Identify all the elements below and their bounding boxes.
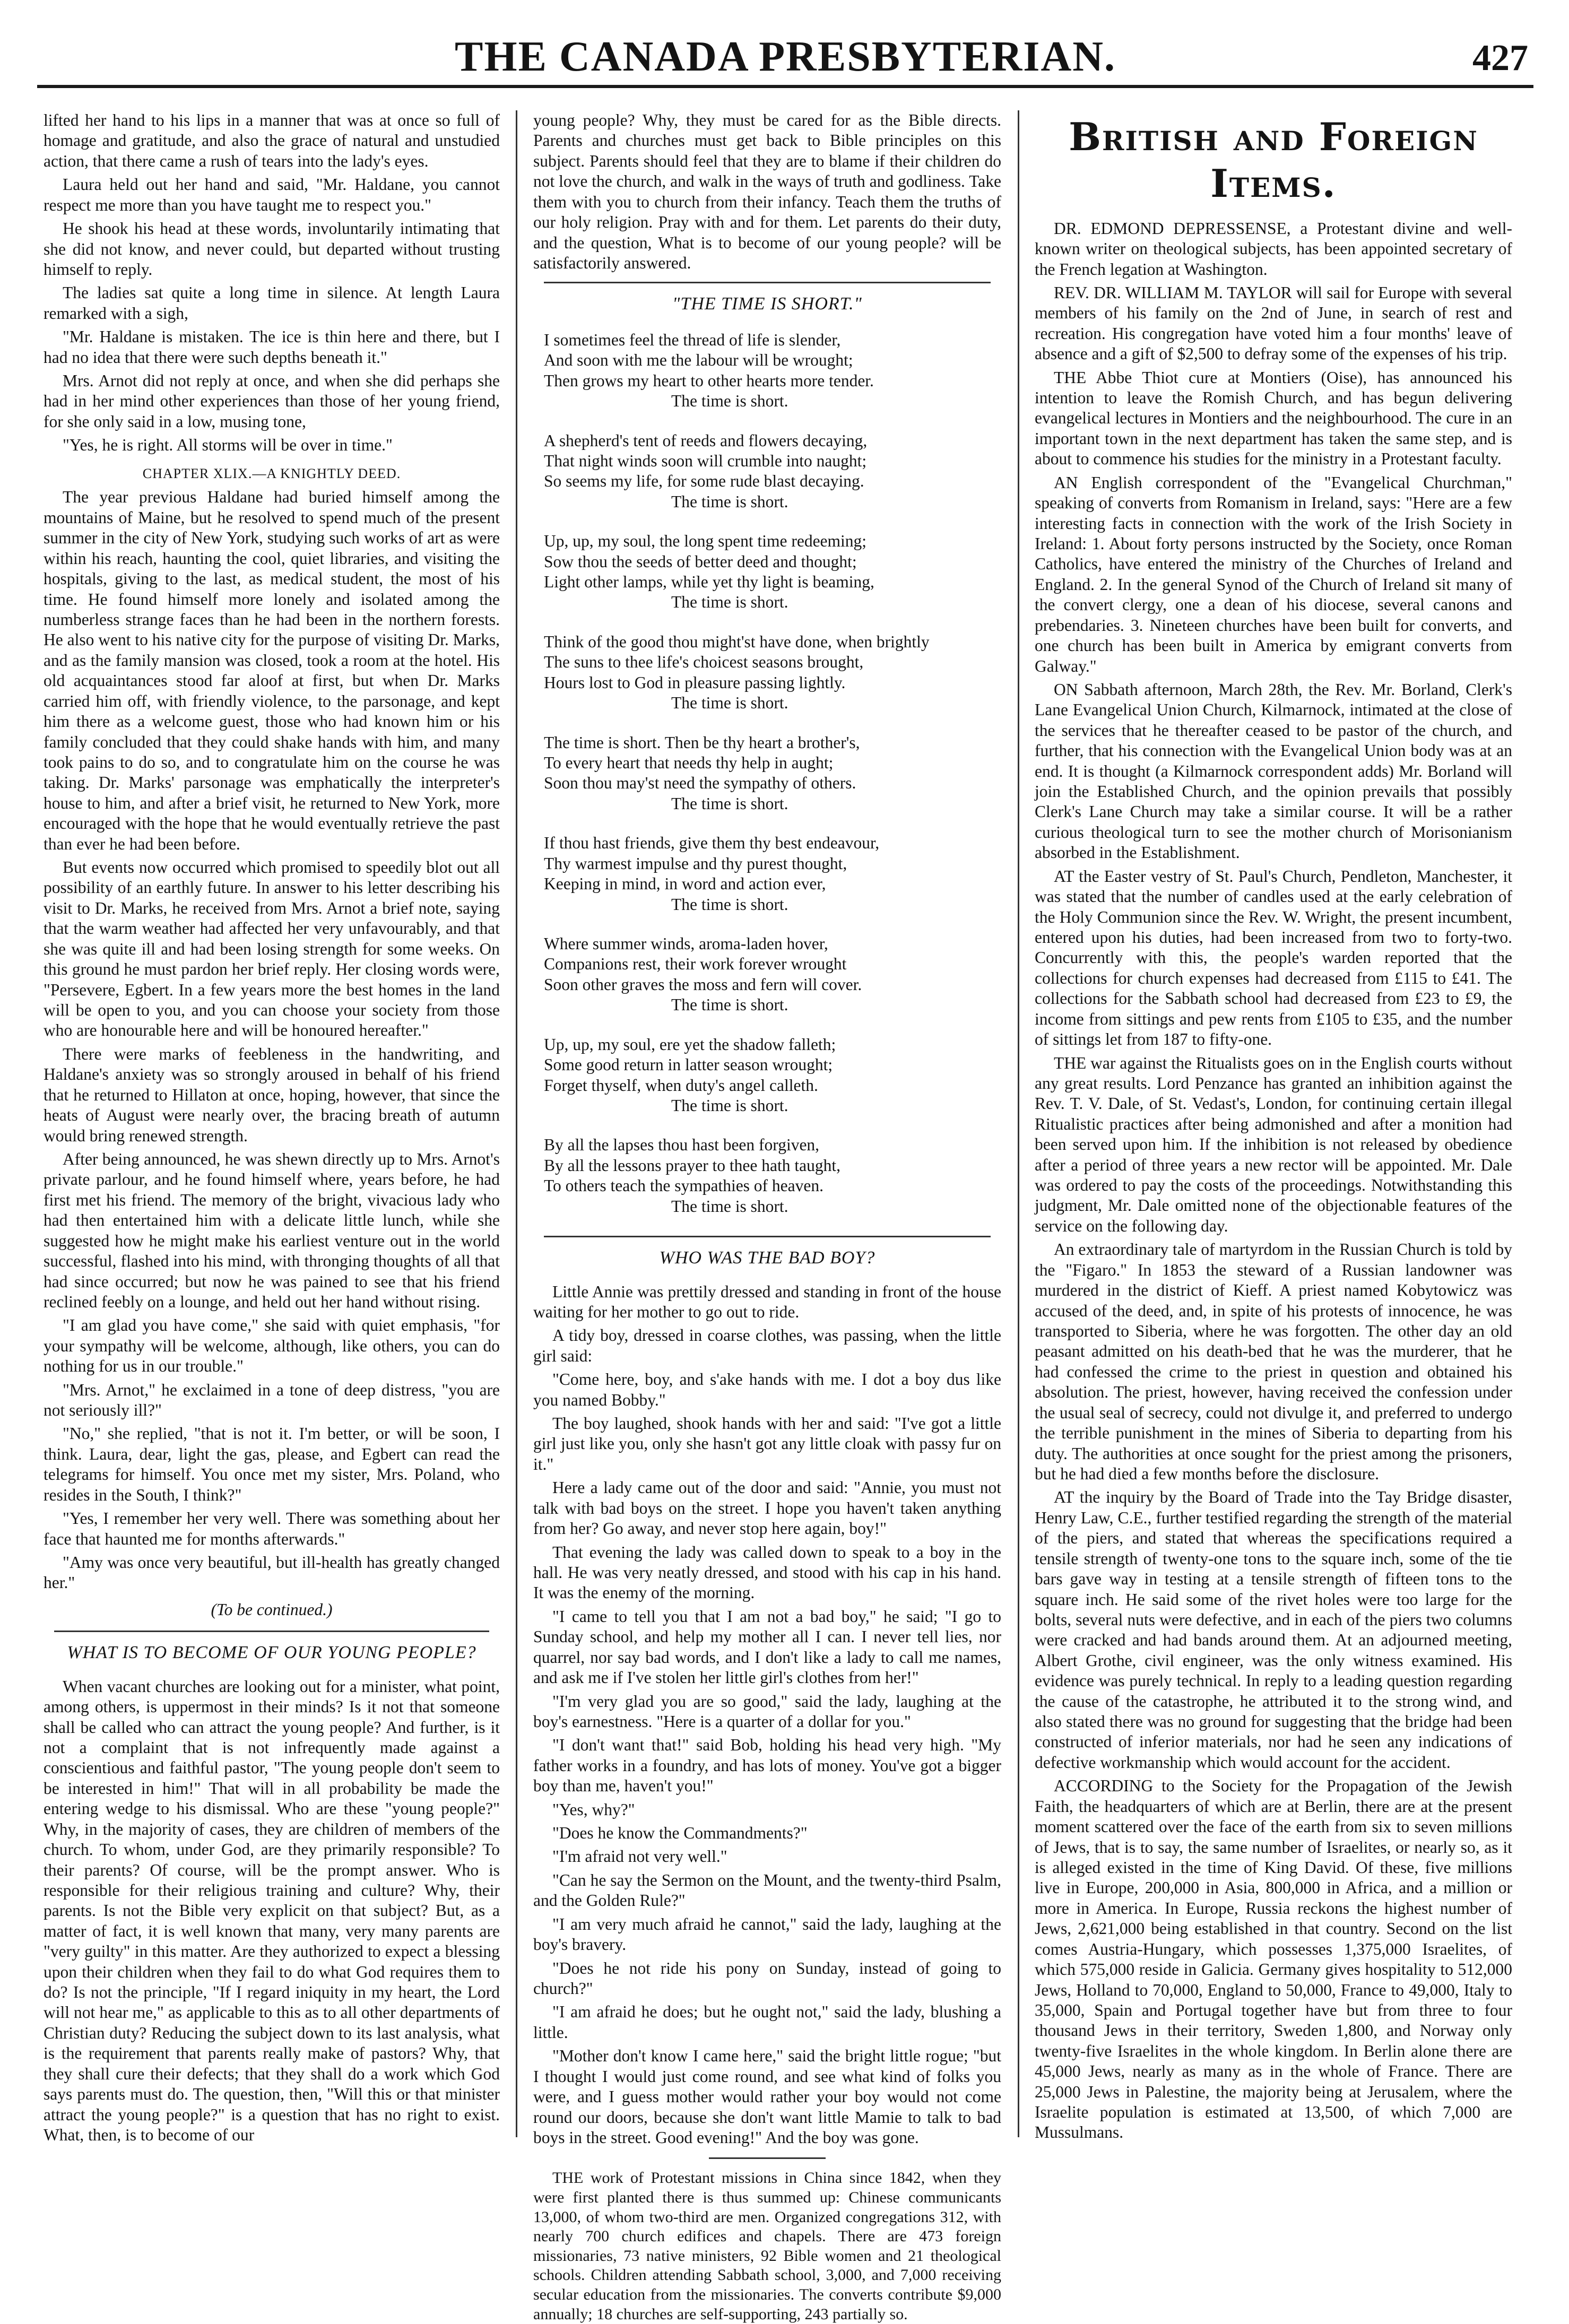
section-divider	[544, 282, 991, 283]
story-paragraph: "Amy was once very beautiful, but ill-health has greatly changed her."	[44, 1553, 500, 1592]
masthead	[37, 16, 1533, 88]
poem-refrain: The time is short.	[671, 794, 788, 813]
news-item: ON Sabbath afternoon, March 28th, the Rev. Mr. Borland, Clerk's Lane Evangelical Union Church, Kilmarnock, intimated at the close of the services that he thereafter ceased to be pastor of the church, and further, that his connection with the Evangelical Union body was at an end. It is thought (a Kilmarnock correspondent adds) Mr. Borland will join the Established Church, and the opinion prevails that possibly Clerk's Lane Church may take a similar course. It will be a rather curious theological turn to see the mother church of Morisonianism absorbed in the Establishment.	[1035, 680, 1512, 862]
poem-line: So seems my life, for some rude blast decaying.	[544, 472, 864, 491]
poem-line: If thou hast friends, give them thy best endeavour,	[544, 834, 880, 853]
poem-line: Some good return in latter season wrought;	[544, 1055, 833, 1074]
poem-line: Light other lamps, while yet thy light is beaming,	[544, 573, 874, 592]
poem	[533, 330, 1001, 1217]
news-item: THE work of Protestant missions in China since 1842, when they were first planted there is thus summed up: Chinese communicants 13,000, of whom two-third are men. Organized congregations 312, with nearly 700 church edifices and chapels. There are 473 foreign missionaries, 73 native ministers, 92 Bible women and 21 theological schools. Children attending Sabbath school, 3,000, and 7,000 receiving secular education from the missionaries. The converts contribute $9,000 annually; 18 churches are self-supporting, 243 partially so.	[533, 2169, 1001, 2323]
poem-line: The time is short. Then be thy heart a brother's,	[544, 733, 860, 752]
article-paragraph: young people? Why, they must be cared for as the Bible directs. Parents and churches must get back to Bible principles on this subject. Parents should feel that they are to blame if their children do not love the church, and walk in the ways of truth and godliness. Take them with you to church from their infancy. Teach them the truths of our holy religion. Pray with and for them. Let parents do their duty, and the question, What is to become of our young people? will be satisfactorily answered.	[533, 111, 1001, 272]
poem-refrain: The time is short.	[671, 693, 788, 713]
poem-line: Companions rest, their work forever wrought	[544, 955, 847, 974]
story-paragraph: "Can he say the Sermon on the Mount, and the twenty-third Psalm, and the Golden Rule?"	[533, 1870, 1001, 1910]
poem-line: To others teach the sympathies of heaven.	[544, 1176, 823, 1195]
story-paragraph: "Yes, he is right. All storms will be over in time."	[63, 436, 393, 455]
story-paragraph: A tidy boy, dressed in coarse clothes, was passing, when the little girl said:	[533, 1326, 1001, 1365]
section-divider	[54, 1631, 489, 1632]
story-paragraph: "I am very much afraid he cannot," said the lady, laughing at the boy's bravery.	[533, 1914, 1001, 1954]
poem-line: Up, up, my soul, ere yet the shadow falleth;	[544, 1035, 836, 1054]
story-paragraph: That evening the lady was called down to speak to a boy in the hall. He was very neatly dressed, and stood with his cap in his hand. It was the enemy of the morning.	[533, 1542, 1001, 1602]
story-paragraph: Here a lady came out of the door and said: "Annie, you must not talk with bad boys on the street. I hope you haven't taken anything from her? Go away, and never stop here again, boy!"	[533, 1478, 1001, 1538]
story-paragraph: "Mr. Haldane is mistaken. The ice is thin here and there, but I had no idea that there were such depths beneath it."	[44, 327, 500, 367]
poem-stanza	[544, 330, 1001, 412]
poem-stanza	[544, 1135, 1001, 1217]
story-paragraph: "I'm afraid not very well."	[552, 1847, 727, 1866]
poem-line: Up, up, my soul, the long spent time redeeming;	[544, 532, 867, 551]
poem-line: Sow thou the seeds of better deed and thought;	[544, 552, 857, 571]
poem-stanza	[544, 934, 1001, 1016]
story-paragraph: Laura held out her hand and said, "Mr. Haldane, you cannot respect me more than you have taught me to respect you."	[44, 175, 500, 214]
poem-stanza	[544, 733, 1001, 814]
story-paragraph: "Mrs. Arnot," he exclaimed in a tone of deep distress, "you are not seriously ill?"	[44, 1380, 500, 1420]
story-paragraph: But events now occurred which promised to speedily blot out all possibility of an earthly future. In answer to his letter describing his visit to Dr. Marks, he received from Mrs. Arnot a brief note, saying that the warm weather had affected her very unfavourably, and that she was quite ill and had been losing strength for some weeks. On this ground he must pardon her brief reply. Her closing words were, "Persevere, Egbert. In a few years more the best homes in the land will be open to you, and you can choose your society from those who are honourable here and will be honoured hereafter."	[44, 858, 500, 1040]
news-item: DR. EDMOND DEPRESSENSE, a Protestant divine and well-known writer on theological subjects, has been appointed secretary of the French legation at Washington.	[1035, 219, 1512, 279]
story-paragraph: "I came to tell you that I am not a bad boy," he said; "I go to Sunday school, and help my mother all I can. I never tell lies, nor quarrel, nor say bad words, and I don't like a lady to call me names, and ask me if I've stolen her little girl's clothes from her!"	[533, 1607, 1001, 1687]
section-divider	[709, 2157, 826, 2159]
column-1	[44, 110, 500, 2148]
poem-stanza	[544, 531, 1001, 613]
story-paragraph: "Yes, why?"	[552, 1800, 635, 1819]
story-paragraph: The boy laughed, shook hands with her and said: "I've got a little girl just like you, only she hasn't got any little cloak with passy fur on it."	[533, 1414, 1001, 1473]
news-item: AT the inquiry by the Board of Trade into the Tay Bridge disaster, Henry Law, C.E., further testified regarding the strength of the material of the piers, and stated that whereas the specifications required a tensile strength of twenty-one tons to the square inch, some of the tie bars gave way in testing at a tensile strength of fifteen tons to the square inch. He said some of the rivet holes were too large for the bolts, several nuts were defective, and in each of the piers two columns were cracked and had bands around them. At an adjourned meeting, Albert Grothe, civil engineer, was the only witness examined. His evidence was purely technical. In reply to a leading question regarding the cause of the catastrophe, he attributed it to the strong wind, and also stated there was no ground for suggesting that the bridge had been constructed of inferior materials, nor had he seen any indications of defective workmanship which would account for the accident.	[1035, 1488, 1512, 1772]
article-paragraph: When vacant churches are looking out for a minister, what point, among others, is uppermost in their minds? Is it not that someone shall be called who can attract the young people? And further, is it not a complaint that is not infrequently made against a conscientious and faithful pastor, "The young people don't seem to be interested in him!" That will in all probability be made the entering wedge to his dismissal. Who are these "young people?" Why, in the majority of cases, they are children of members of the church. To whom, under God, are they primarily responsible? To their parents? Of course, will be the prompt answer. Who is responsible for their religious training and culture? Why, their parents. Is not the Bible very explicit on that subject? But, as a matter of fact, it is well known that many, very many parents are "very guilty" in this matter. Are they authorized to expect a blessing upon their children when they fail to do what God requires them to do? Is not the principle, "If I regard iniquity in my heart, the Lord will not hear me," as applicable to this as to all other departments of Christian duty? Reducing the subject down to its last analysis, what is the requirement that parents really make of pastors? Why, that they shall cure their defects; that they shall do a work which God says parents must do. The question, then, "Will this or that minister attract the young people?" is a question that has no right to exist. What, then, is to become of our	[44, 1677, 500, 2144]
column-3	[1035, 110, 1512, 2148]
poem-line: Where summer winds, aroma-laden hover,	[544, 934, 828, 953]
story-paragraph: "I'm very glad you are so good," said the lady, laughing at the boy's earnestness. "Here is a quarter of a dollar for you."	[533, 1692, 1001, 1731]
story-paragraph: lifted her hand to his lips in a manner that was at once so full of homage and gratitude, and also the grace of natural and unstudied action, that there came a rush of tears into the lady's eyes.	[44, 111, 500, 170]
poem-refrain: The time is short.	[671, 1196, 788, 1216]
poem-line: Hours lost to God in pleasure passing lightly.	[544, 673, 846, 692]
poem-refrain: The time is short.	[671, 492, 788, 511]
story-paragraph: "No," she replied, "that is not it. I'm better, or will be soon, I think. Laura, dear, light the gas, please, and Egbert can read the telegrams for himself. You once met my sister, Mrs. Poland, who resides in the South, I think?"	[44, 1424, 500, 1504]
poem-line: Then grows my heart to other hearts more tender.	[544, 371, 874, 390]
poem-line: Thy warmest impulse and thy purest thought,	[544, 854, 847, 873]
poem-refrain: The time is short.	[671, 392, 788, 411]
section-divider	[544, 1236, 991, 1237]
news-item: THE war against the Ritualists goes on in the English courts without any great results. Lord Penzance has granted an inhibition against the Rev. T. V. Dale, of St. Vedast's, London, for continuing certain illegal Ritualistic practices after being admonished and after a monition had been served upon him. If the inhibition is not released by obedience after a period of three years a new rector will be appointed. Mr. Dale was ordered to pay the costs of the proceedings. Notwithstanding this judgment, Mr. Dale omitted none of the objectionable features of the service on the following day.	[1035, 1053, 1512, 1235]
poem-refrain: The time is short.	[671, 895, 788, 914]
story-paragraph: After being announced, he was shewn directly up to Mrs. Arnot's private parlour, and he found himself where, years before, he had first met his friend. The memory of the bright, vivacious lady who had then entertained him with a delicate little lunch, while she suggested how he might make his earliest venture out in the world successful, flashed into his mind, with thronging thoughts of all that had since occurred; but now he was pained to see that his friend reclined feebly on a lounge, and held out her hand without rising.	[44, 1149, 500, 1311]
poem-refrain: The time is short.	[671, 1096, 788, 1115]
poem-line: By all the lessons prayer to thee hath taught,	[544, 1156, 840, 1175]
poem-line: I sometimes feel the thread of life is slender,	[544, 330, 841, 349]
news-item: AT the Easter vestry of St. Paul's Church, Pendleton, Manchester, it was stated that the number of candles used at the early celebration of the Holy Communion since the Rev. W. Wright, the present incumbent, entered upon his duties, had been increased from two to forty-two. Concurrently with this, the people's warden reported that the collections for church expenses had decreased from £115 to £41. The collections for the Sabbath school had decreased from £23 to £9, the income from sittings and pew rents from £105 to £35, and the number of sittings let from 187 to fifty-one.	[1035, 866, 1512, 1049]
chapter-heading: CHAPTER XLIX.—A KNIGHTLY DEED.	[142, 465, 401, 481]
story-paragraph: There were marks of feebleness in the handwriting, and Haldane's anxiety was so strongly aroused in behalf of his friend that he returned to Hillaton at once, hoping, however, that since the heats of August were nearly over, the bracing breath of autumn would bring renewed strength.	[44, 1044, 500, 1145]
poem-refrain: The time is short.	[671, 995, 788, 1014]
poem-line: To every heart that needs thy help in aught;	[544, 753, 834, 773]
story-paragraph: The ladies sat quite a long time in silence. At length Laura remarked with a sigh,	[44, 283, 500, 323]
to-be-continued: (To be continued.)	[211, 1600, 333, 1619]
poem-line: Think of the good thou might'st have done, when brightly	[544, 632, 930, 651]
poem-line: That night winds soon will crumble into naught;	[544, 451, 867, 470]
section-heading: British and Foreign Items.	[1069, 114, 1478, 206]
news-item: AN English correspondent of the "Evangelical Churchman," speaking of converts from Romanism in Ireland, says: "Here are a few interesting facts in connection with the work of the Irish Society in Ireland: 1. About forty persons instructed by the Society, once Roman Catholics, have entered the ministry of the Churches of Ireland and England. 2. In the general Synod of the Church of Ireland sit many of the convert clergy, one a dean of his diocese, several canons and prebendaries. 3. Nineteen churches have been built for converts, and one church has been built in America by emigrant converts from Galway."	[1035, 473, 1512, 675]
story-title: WHO WAS THE BAD BOY?	[659, 1248, 875, 1268]
poem-line: Soon other graves the moss and fern will cover.	[544, 975, 862, 994]
column-rule-left	[516, 110, 517, 2137]
poem-line: By all the lapses thou hast been forgiven,	[544, 1135, 820, 1155]
story-paragraph: "Come here, boy, and s'ake hands with me. I dot a boy dus like you named Bobby."	[533, 1370, 1001, 1409]
story-paragraph: "I am afraid he does; but he ought not," said the lady, blushing a little.	[533, 2002, 1001, 2042]
poem-refrain: The time is short.	[671, 593, 788, 612]
poem-stanza	[544, 632, 1001, 714]
story-paragraph: The year previous Haldane had buried himself among the mountains of Maine, but he resolved to spend much of the present summer in the city of New York, studying such works of art as were within his reach, haunting the cool, quiet libraries, and visiting the hospitals, giving to the last, as medical student, the most of his time. He found himself more lonely and isolated among the numberless strange faces than he had been in the northern forests. He also went to his native city for the purpose of visiting Dr. Marks, and as the family mansion was closed, took a room at the hotel. His old acquaintances stood far aloof at first, but when Dr. Marks carried him off, with friendly violence, to the parsonage, and kept him there as a welcome guest, those who had known him or his family concluded that they could shake hands with him, and many took pains to do so, and to congratulate him on the course he was taking. Dr. Marks' parsonage was emphatically the interpreter's house to him, and after a brief visit, he returned to New York, more encouraged with the hope that he would eventually retrieve the past than ever he had been before.	[44, 488, 500, 853]
poem-line: And soon with me the labour will be wrought;	[544, 351, 853, 370]
story-paragraph: Mrs. Arnot did not reply at once, and when she did perhaps she had in her mind other experiences than those of her young friend, for she only said in a low, musing tone,	[44, 371, 500, 431]
story-paragraph: "Mother don't know I came here," said the bright little rogue; "but I thought I would just come round, and see what kind of folks you were, and I guess mother would rather your boy would not come round our doors, because she don't want little Mamie to talk to bad boys in the street. Good evening!" And the boy was gone.	[533, 2046, 1001, 2147]
story-paragraph: "I am glad you have come," she said with quiet emphasis, "for your sympathy will be welcome, although, like others, you can do nothing for us in our trouble."	[44, 1316, 500, 1376]
story-paragraph: He shook his head at these words, involuntarily intimating that she did not know, and never could, but departed without trusting himself to reply.	[44, 219, 500, 279]
poem-line: Keeping in mind, in word and action ever,	[544, 874, 826, 894]
article-title: WHAT IS TO BECOME OF OUR YOUNG PEOPLE?	[67, 1643, 476, 1663]
news-item: ACCORDING to the Society for the Propagation of the Jewish Faith, the headquarters of which are at Berlin, there are at the present moment scattered over the face of the earth from six to seven millions of Jews, that is to say, the same number of Israelites, or nearly so, as it is alleged existed in the time of King David. Of these, five millions live in Europe, 200,000 in Asia, 800,000 in Africa, and a million or more in America. In Europe, Russia reckons the highest number of Jews, 2,621,000 being established in that country. Second on the list comes Austria-Hungary, which possesses 1,375,000 Israelites, of which 575,000 reside in Galicia. Germany gives hospitality to 512,000 Jews, Holland to 70,000, England to 50,000, France to 49,000, Italy to 35,000, Spain and Portugal together have but from three to four thousand Jews in their territory, Sweden 1,800, and Norway only twenty-five Israelites in the whole kingdom. In Berlin alone there are 45,000 Jews, nearly as many as in the whole of France. There are 25,000 Jews in Palestine, the majority being at Jerusalem, where the Israelite population is estimated at 13,500, of which 7,000 are Mussulmans.	[1035, 1776, 1512, 2142]
story-paragraph: "Yes, I remember her very well. There was something about her face that haunted me for months afterwards."	[44, 1509, 500, 1548]
poem-line: The suns to thee life's choicest seasons brought,	[544, 653, 864, 672]
news-item: THE Abbe Thiot cure at Montiers (Oise), has announced his intention to leave the Romish Church, and has begun delivering evangelical lectures in Montiers and the neighbourhood. The cure in an important town in the next department has taken the same step, and is about to commence his studies for the ministry in a Protestant faculty.	[1035, 368, 1512, 469]
news-item: REV. DR. WILLIAM M. TAYLOR will sail for Europe with several members of his family on the 2nd of June, in search of rest and recreation. His congregation have voted him a four months' leave of absence and a gift of $2,500 to defray some of the expenses of his trip.	[1035, 283, 1512, 363]
poem-line: Soon thou may'st need the sympathy of others.	[544, 774, 856, 793]
story-paragraph: Little Annie was prettily dressed and standing in front of the house waiting for her mother to go out to ride.	[533, 1282, 1001, 1321]
story-paragraph: "I don't want that!" said Bob, holding his head very high. "My father works in a foundry, and has lots of money. You've got a bigger boy than me, haven't you!"	[533, 1736, 1001, 1796]
column-2	[533, 110, 1001, 2323]
story-paragraph: "Does he not ride his pony on Sunday, instead of going to church?"	[533, 1958, 1001, 1998]
news-item: An extraordinary tale of martyrdom in the Russian Church is told by the "Figaro." In 1853 the steward of a Russian landowner was murdered in the district of Kieff. A priest named Kobytowicz was accused of the deed, and, in spite of his protests of innocence, he was transported to Siberia, where he was forgotten. The other day an old peasant admitted on his death-bed that he was the murderer, that he had confessed the crime to the priest in question and obtained his absolution. The priest, however, having received the confession under the usual seal of secrecy, could not divulge it, and preferred to undergo the terrible punishment in the mines of Siberia to departing from his duty. The authorities at once sought for the priest among the prisoners, but he had died a few months before the disclosure.	[1035, 1240, 1512, 1483]
poem-stanza	[544, 833, 1001, 915]
column-rule-right	[1018, 110, 1019, 2137]
poem-stanza	[544, 431, 1001, 513]
story-paragraph: "Does he know the Commandments?"	[552, 1824, 808, 1843]
poem-stanza	[544, 1035, 1001, 1116]
poem-title: "THE TIME IS SHORT."	[672, 294, 862, 314]
poem-line: A shepherd's tent of reeds and flowers decaying,	[544, 431, 868, 450]
newspaper-title: THE CANADA PRESBYTERIAN.	[455, 33, 1116, 80]
page-number: 427	[1472, 38, 1528, 79]
poem-line: Forget thyself, when duty's angel calleth.	[544, 1076, 818, 1095]
